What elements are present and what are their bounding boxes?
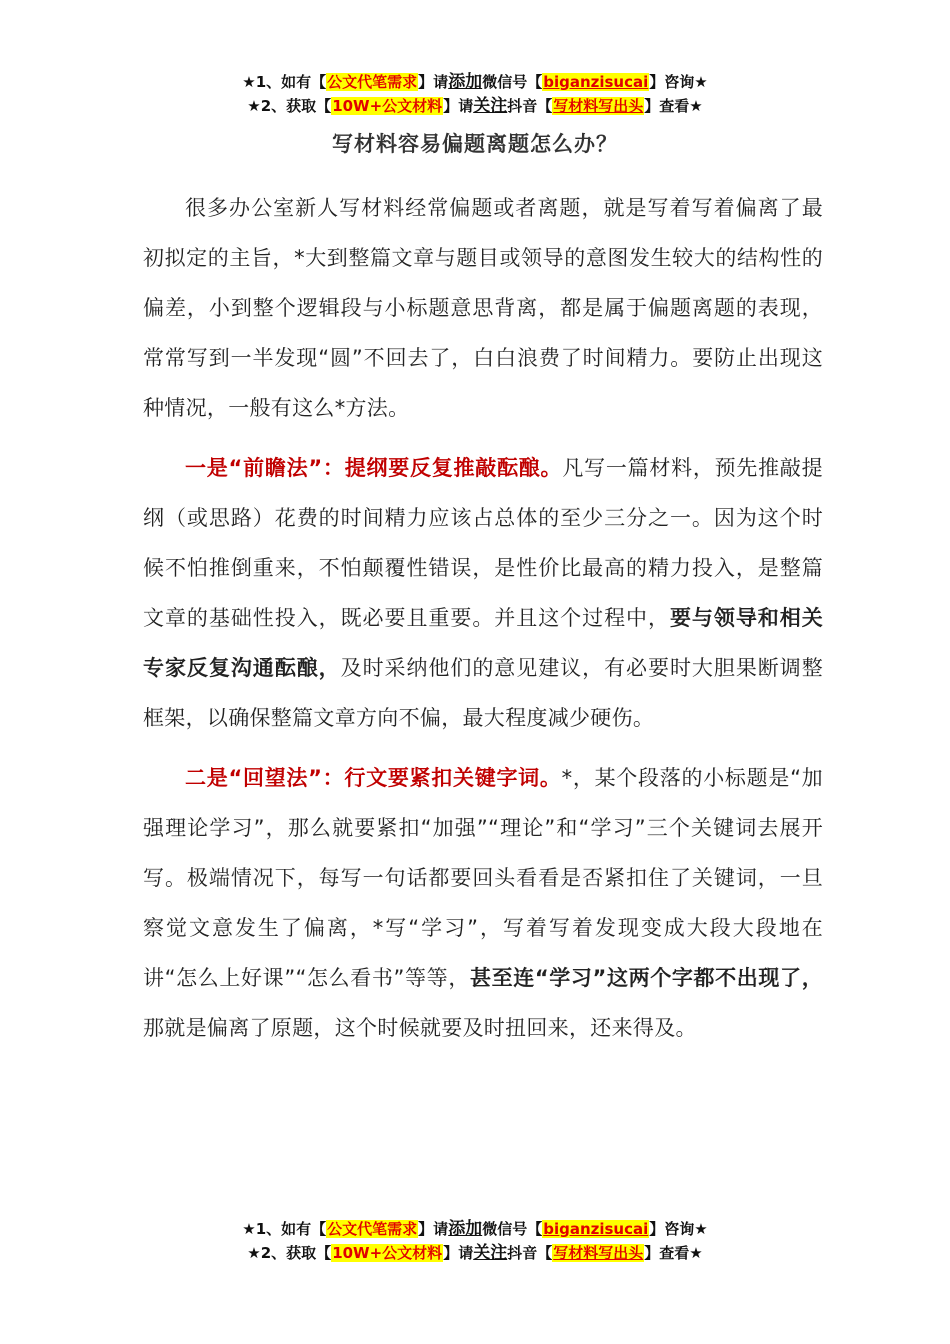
- paragraph-bold-text: 要与领导和相关专家反复沟通酝酿，: [143, 606, 823, 680]
- banner-text: 微信号【: [482, 73, 543, 91]
- header-banner: [0, 70, 950, 118]
- paragraph-method-two: [143, 753, 823, 1053]
- footer-banner: [0, 1217, 950, 1265]
- banner-text: 】查看★: [644, 97, 703, 115]
- banner-text: 微信号【: [482, 1220, 543, 1238]
- banner-text-emphasis: 关注: [473, 1243, 508, 1263]
- paragraph-text: 那就是偏离了原题，这个时候就要及时扭回来，还来得及。: [143, 1016, 697, 1040]
- highlight-materials: 10W+公文材料: [332, 97, 443, 115]
- banner-text: 】咨询★: [649, 1220, 708, 1238]
- banner-text: ★1、如有【: [242, 1220, 327, 1238]
- method-heading: 二是“回望法”：行文要紧扣关键字词。: [185, 766, 562, 790]
- banner-text: 】查看★: [644, 1244, 703, 1262]
- highlight-douyin-account: 写材料写出头: [553, 1244, 644, 1262]
- highlight-wechat-id: biganzisucai: [543, 1220, 649, 1238]
- banner-text: 】请: [443, 97, 474, 115]
- banner-text: 】请: [418, 73, 449, 91]
- paragraph-bold-text: 甚至连“学习”这两个字都不出现了，: [469, 966, 823, 990]
- banner-line-1: [0, 1217, 950, 1241]
- banner-text: 】请: [418, 1220, 449, 1238]
- method-heading: 一是“前瞻法”：提纲要反复推敲酝酿。: [185, 456, 563, 480]
- banner-text: 抖音【: [507, 97, 553, 115]
- banner-text: 】请: [443, 1244, 474, 1262]
- paragraph-intro: 很多办公室新人写材料经常偏题或者离题，就是写着写着偏离了最初拟定的主旨，*大到整篇文章与题目或领导的意图发生较大的结构性的偏差，小到整个逻辑段与小标题意思背离，都是属于偏题离题的表现，常常写到一半发现“圆”不回去了，白白浪费了时间精力。要防止出现这种情况，一般有这么*方法。: [143, 196, 823, 420]
- banner-text-emphasis: 添加: [448, 72, 483, 92]
- banner-text-emphasis: 关注: [473, 96, 508, 116]
- highlight-service: 公文代笔需求: [327, 73, 418, 91]
- highlight-materials: 10W+公文材料: [332, 1244, 443, 1262]
- banner-line-1: [0, 70, 950, 94]
- banner-text: ★1、如有【: [242, 73, 327, 91]
- highlight-service: 公文代笔需求: [327, 1220, 418, 1238]
- banner-line-2: [0, 94, 950, 118]
- article-body: [143, 183, 823, 1063]
- banner-text: 】咨询★: [649, 73, 708, 91]
- banner-text-emphasis: 添加: [448, 1219, 483, 1239]
- paragraph-method-one: [143, 443, 823, 743]
- document-title: 写材料容易偏题离题怎么办？: [332, 132, 618, 156]
- banner-text: 抖音【: [507, 1244, 553, 1262]
- banner-text: ★2、获取【: [247, 1244, 332, 1262]
- banner-line-2: [0, 1241, 950, 1265]
- paragraph-text: 凡写一篇材料，预先推敲提纲（或思路）花费的时间精力应该占总体的至少三分之一。因为这个时候不怕推倒重来，不怕颠覆性错误，是性价比最高的精力投入，是整篇文章的基础性投入，既必要且重要。并且这个过程中，: [143, 456, 823, 630]
- paragraph-text: 及时采纳他们的意见建议，有必要时大胆果断调整框架，以确保整篇文章方向不偏，最大程度减少硬伤。: [143, 656, 823, 730]
- banner-text: ★2、获取【: [247, 97, 332, 115]
- highlight-wechat-id: biganzisucai: [543, 73, 649, 91]
- highlight-douyin-account: 写材料写出头: [553, 97, 644, 115]
- paragraph-text: *，某个段落的小标题是“加强理论学习”，那么就要紧扣“加强”“理论”和“学习”三个关键词去展开写。极端情况下，每写一句话都要回头看看是否紧扣住了关键词，一旦察觉文意发生了偏离，*写“学习”，写着写着发现变成大段大段地在讲“怎么上好课”“怎么看书”等等，: [143, 766, 823, 990]
